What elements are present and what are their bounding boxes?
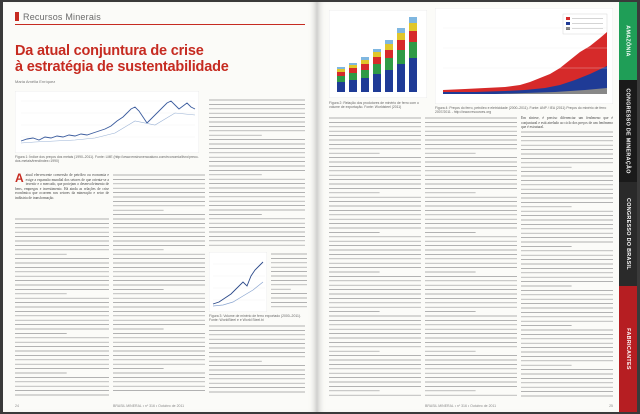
stack-segment [373, 49, 381, 52]
right-column-1-lines [329, 116, 421, 398]
tab-fabricantes-label: FABRICANTES [625, 328, 632, 370]
stack-segment [349, 73, 357, 80]
stack-segment [349, 80, 357, 92]
section-title: Recursos Minerais [23, 12, 101, 22]
tab-congresso-mineracao-label: CONGRESSO DE MINERAÇÃO [625, 88, 631, 174]
figure-3-caption: Figura 3: Volume de minério de ferro exportado (2000–2011). Fonte: WorldSteel e e World Steel.bi [209, 314, 301, 323]
stack-segment [349, 68, 357, 73]
stack-segment [385, 70, 393, 92]
page-number-left: 24 [15, 404, 19, 408]
stack-segment [397, 33, 405, 40]
side-tab-strip [619, 2, 637, 412]
stack-segment [361, 57, 369, 60]
headline-line-2: à estratégia de sustentabilidade [15, 59, 229, 75]
left-page [3, 2, 317, 412]
section-header [15, 12, 101, 22]
tab-congresso-mineracao[interactable] [619, 80, 637, 182]
column-3-body-lines [209, 98, 305, 250]
right-column-2-lines [425, 116, 517, 398]
stack-segment [349, 63, 357, 65]
right-column-3-intro: Em síntese, é preciso diferenciar um fenômeno que é conjuntural e está atrelado ao ciclo dos preços de um fenômeno que é estrutural. [521, 116, 613, 129]
stack-segment [349, 65, 357, 68]
stack-segment [409, 58, 417, 92]
stack-segment [373, 64, 381, 74]
magazine-spread [3, 2, 637, 412]
stack-segment [397, 64, 405, 92]
stack-segment [397, 50, 405, 64]
figure-2-caption: Figura 2: Relação dos produtores de minério de ferro com o volume de exportação. Fonte: Worldsteel (2011) [329, 101, 419, 110]
publication-footer-right: BRASIL MINERAL • nº 316 • Outubro de 2011 [425, 404, 497, 408]
column-1-text: atual efervescente conversão de petróleo ou economia e exige a expansão mundial dos setores de que orienta-se a investir e o mercado, que protejam o desenvolvimento de bens, empregos e investimento. Há ainda as relações de crise econômica que ocorrem nos setores da mineração e setor de indústria de transformação. [15, 173, 109, 200]
stack-segment [337, 76, 345, 82]
page-number-right: 25 [609, 404, 613, 408]
stack-segment [397, 28, 405, 33]
right-column-3-lines [521, 130, 613, 398]
stack-segment [385, 50, 393, 58]
stack-segment [361, 64, 369, 70]
stack-segment [409, 42, 417, 58]
stack-segment [337, 67, 345, 69]
headline-line-1: Da atual conjuntura de crise [15, 43, 204, 59]
stack-segment [409, 31, 417, 42]
figure-2-stacked-bar-chart [329, 10, 427, 98]
tab-amazonia-label: AMAZÔNIA [625, 25, 632, 57]
stack-segment [361, 70, 369, 78]
stack-segment [409, 23, 417, 31]
column-3-side-lines [271, 252, 307, 312]
column-3-lower-lines [209, 324, 305, 394]
figure-1-caption: Figura 1: Índice dos preços dos metais (1990–2011). Fonte: LME (http://www.ensinoveraoaluno.com/economia/livro/preco-dos-metais/trendindex=1990) [15, 155, 199, 164]
tab-amazonia[interactable] [619, 2, 637, 80]
stack-segment [373, 74, 381, 92]
figure-4-caption: Figura 4: Preços do ferro, petróleo e eletricidade (2000–2011). Fonte: ANP / IEA (2011) Preços do minério de ferro 2007/2011 - http://www.resources.org [435, 106, 607, 115]
right-page [317, 2, 637, 412]
stack-segment [397, 40, 405, 50]
section-rule [15, 24, 305, 25]
column-1 [15, 173, 109, 200]
stack-segment [409, 17, 417, 23]
tab-fabricantes[interactable] [619, 286, 637, 412]
article-headline [15, 43, 295, 75]
stack-segment [373, 52, 381, 57]
stack-segment [337, 72, 345, 76]
stack-segment [337, 82, 345, 92]
figure-1-line-chart [15, 91, 199, 153]
stack-segment [337, 69, 345, 72]
stack-segment [361, 60, 369, 64]
figure-3-line-chart [209, 252, 267, 312]
figure-4-area-chart [435, 8, 613, 104]
stack-segment [385, 40, 393, 44]
stack-segment [385, 44, 393, 50]
publication-footer-left: BRASIL MINERAL • nº 316 • Outubro de 2011 [113, 404, 185, 408]
column-2-body-lines [113, 173, 205, 393]
drop-cap: A [15, 171, 24, 185]
column-1-body-lines [15, 217, 109, 397]
stack-segment [373, 57, 381, 64]
tab-congresso-brasil[interactable] [619, 182, 637, 286]
section-marker [15, 12, 19, 21]
byline: Maria Amélia Enríquez [15, 79, 56, 84]
stack-segment [385, 58, 393, 70]
tab-congresso-brasil-label: CONGRESSO DO BRASIL [625, 198, 632, 270]
stack-segment [361, 78, 369, 92]
